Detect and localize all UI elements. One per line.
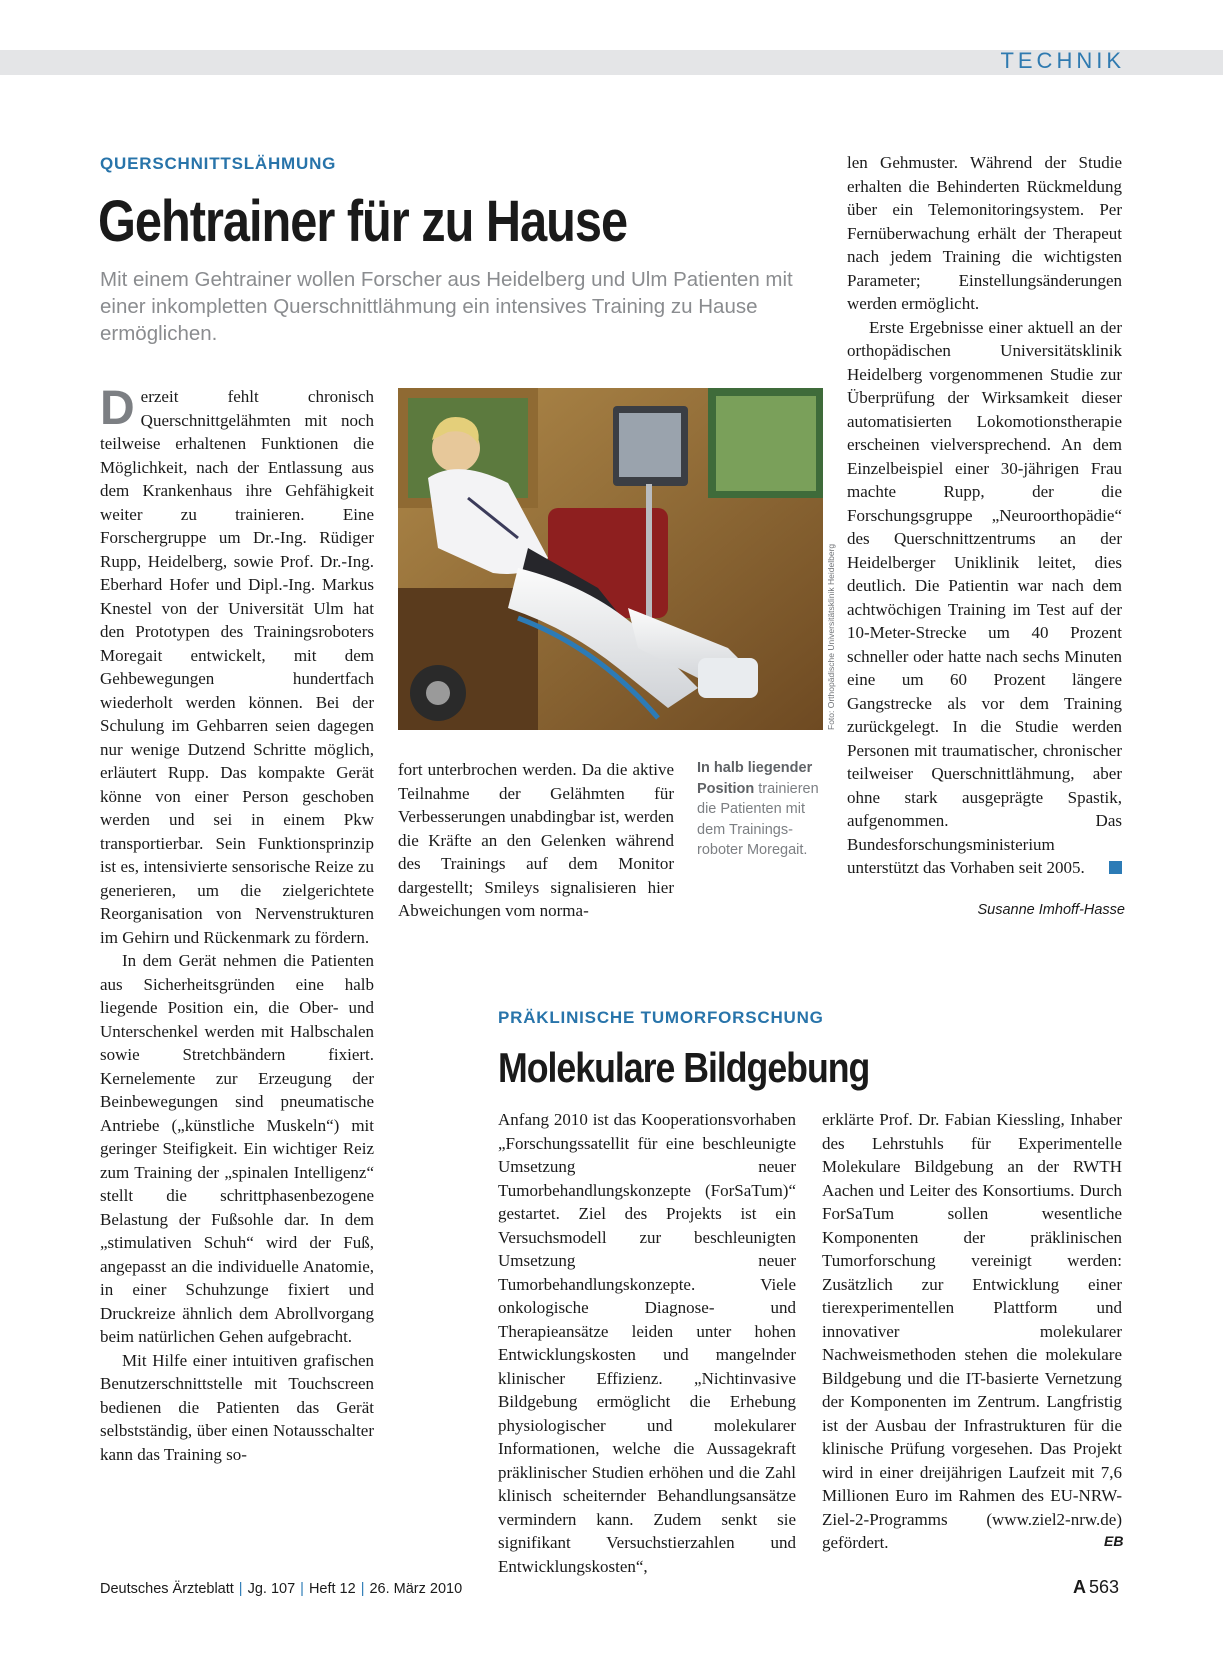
article1-photo <box>398 388 823 730</box>
article1-column-2 <box>398 758 674 923</box>
photo-caption <box>697 758 822 861</box>
article1-lead: Mit einem Gehtrainer wollen Forscher aus Heidelberg und Ulm Patienten mit einer inkompletten Querschnittlähmung ein intensives Training zu Hause ermöglichen. <box>100 268 793 345</box>
caption-bold: In halb liegender Position <box>697 760 813 797</box>
article1-paragraph-2: In dem Gerät nehmen die Patienten aus Sicherheitsgründen eine halb liegende Position ein, die Ober- und Unterschenkel werden mit Halbschalen sowie Stretchbändern fixiert. Kernelemente zur Erzeugung der Beinbewegungen sind pneumatische Antriebe („künstliche Muskeln“) mit geringer Steifigkeit. Ein wichtiger Reiz zum Training der „spinalen Intelligenz“ stellt die schrittphasenbezogene Belastung der Fußsohle dar. In dem „stimulativen Schuh“ wird der Fuß, angepasst an die individuelle Anatomie, in einer Schuhzunge fixiert und Druckreize ähnlich dem Abrollvorgang beim natürlichen Gehen aufgebracht. <box>100 951 374 1346</box>
footer: Deutsches Ärzteblatt | Jg. 107 | Heft 12 | 26. März 2010 <box>100 1581 463 1597</box>
article1-paragraph-6: Erste Ergebnisse einer aktuell an der orthopädischen Universitätsklinik Heidelberg vorgenommenen Studie zur Überprüfung der Wirksamkeit dieser automatisierten Lokomotionstherapie erscheinen vielversprechend. An dem Einzelbeispiel einer 30-jährigen Frau machte Rupp, der die Forschungsgruppe „Neuroorthopädie“ des Querschnittzentrums an der Heidelberger Uniklinik leitet, dies deutlich. Die Patientin war nach dem achtwöchigen Training im Test auf der 10-Meter-Strecke um 40 Prozent schneller oder hatte nach sechs Minuten eine um 60 Prozent längere Gangstrecke als vor dem Training zurückgelegt. In die Studie werden Personen mit traumatischer, chronischer teilweiser Querschnittlähmung, aber ohne stark ausgeprägte Spastik, aufgenommen. Das Bundesforschungsministerium unterstützt das Vorhaben seit 2005. <box>847 317 1122 877</box>
article1-paragraph-5: len Gehmuster. Während der Studie erhalten die Behinderten Rückmeldung über ein Telemonitoringsystem. Per Fernüberwachung erhält der Therapeut nach jedem Training die wichtigsten Parameter; Einstellungsänderungen werden ermöglicht. <box>847 153 1122 313</box>
photo-credit: Foto: Orthopädische Universitätsklinik Heidelberg <box>826 543 836 730</box>
article1-paragraph-1: erzeit fehlt chronisch Querschnittgelähmten mit noch teilweise erhaltenen Funktionen die Möglichkeit, nach der Entlassung aus dem Krankenhaus ihre Gehfähigkeit weiter zu trainieren. Eine Forschergruppe um Dr.-Ing. Rüdiger Rupp, Heidelberg, sowie Prof. Dr.-Ing. Eberhard Hofer und Dipl.-Ing. Markus Knestel von der Universität Ulm hat den Prototypen des Trainingsroboters Moregait entwickelt, mit dem Gehbewegungen hundertfach wiederholt werden können. Bei der Schulung im Gehbarren seien dagegen nur wenige Dutzend Schritte möglich, erläutert Rupp. Das kompakte Gerät könne von einer Person geschoben werden und sei in einem Pkw transportierbar. Sein Funktionsprinzip ist es, intensivierte sensorische Reize zu generieren, um die zielgerichtete Reorganisation von Nervenstrukturen im Gehirn und Rückenmark zu fördern. <box>100 387 374 947</box>
page-prefix: A <box>1072 1577 1086 1597</box>
article2-column-1 <box>498 1108 796 1578</box>
footer-journal: Deutsches Ärzteblatt <box>100 1581 234 1597</box>
article2-paragraph-2: erklärte Prof. Dr. Fabian Kiessling, Inhaber des Lehrstuhls für Experimentelle Molekulare Bildgebung an der RWTH Aachen und Leiter des Konsortiums. Durch ForSaTum sollen wesentliche Komponenten der präklinischen Tumorforschung vereinigt werden: Zusätzlich zur Entwicklung einer tierexperimentellen Plattform und innovativer molekularer Nachweismethoden stehen die molekulare Bildgebung und die IT-basierte Vernetzung der Komponenten im Zentrum. Langfristig ist der Ausbau der Infrastrukturen für die klinische Prüfung vorgesehen. Das Projekt wird in einer dreijährigen Laufzeit mit 7,6 Millionen Euro im Rahmen des EU-NRW-Ziel-2-Programms (www.ziel2-nrw.de) gefördert. <box>822 1110 1122 1552</box>
article1-title: Gehtrainer für zu Hause <box>98 189 628 254</box>
end-mark-icon <box>1109 861 1122 874</box>
article2-author: EB <box>1104 1533 1124 1549</box>
section-label: TECHNIK <box>1000 48 1125 73</box>
caption-text: trainieren die Patienten mit dem Trainingsroboter Moregait. <box>697 780 819 858</box>
article2-column-2 <box>822 1108 1122 1555</box>
article1-author: Susanne Imhoff-Hasse <box>977 902 1125 918</box>
article1-column-1 <box>100 382 374 1466</box>
article2-title: Molekulare Bildgebung <box>498 1044 870 1091</box>
footer-volume: Jg. 107 <box>247 1581 296 1597</box>
article1-paragraph-3: Mit Hilfe einer intuitiven grafischen Benutzerschnittstelle mit Touchscreen bedienen die Patienten das Gerät selbstständig, über einen Notausschalter kann das Training so- <box>100 1350 374 1464</box>
article1-kicker: QUERSCHNITTSLÄHMUNG <box>100 154 337 173</box>
dropcap: D <box>100 382 135 435</box>
article1-paragraph-4: fort unterbrochen werden. Da die aktive Teilnahme der Gelähmten für Verbesserungen unabdingbar ist, werden die Kräfte an den Gelenken während des Trainings auf dem Monitor dargestellt; Smileys signalisieren hier Abweichungen vom norma- <box>398 760 674 920</box>
article1-column-3 <box>847 151 1122 880</box>
footer-issue: Heft 12 <box>308 1581 356 1597</box>
footer-date: 26. März 2010 <box>369 1581 463 1597</box>
article2-kicker: PRÄKLINISCHE TUMORFORSCHUNG <box>498 1008 824 1027</box>
page-number <box>1073 1577 1119 1598</box>
article2-paragraph-1: Anfang 2010 ist das Kooperationsvorhaben „Forschungssatellit für eine beschleunigte Umsetzung neuer Tumorbehandlungskonzepte (ForSaTum)“ gestartet. Ziel des Projekts ist ein Versuchsmodell zur beschleunigten Umsetzung neuer Tumorbehandlungskonzepte. Viele onkologische Diagnose- und Therapieansätze leiden unter hohen Entwicklungskosten und mangelnder klinischer Effizienz. „Nichtinvasive Bildgebung ermöglicht die Erhebung physiologischer und molekularer Informationen, welche die Aussagekraft präklinischer Studien erhöhen und die Zahl klinisch scheiternder Behandlungsansätze vermindern kann. Zudem senkt sie signifikant Versuchstierzahlen und Entwicklungskosten“, <box>498 1110 796 1576</box>
page-number-value: 563 <box>1088 1577 1119 1597</box>
